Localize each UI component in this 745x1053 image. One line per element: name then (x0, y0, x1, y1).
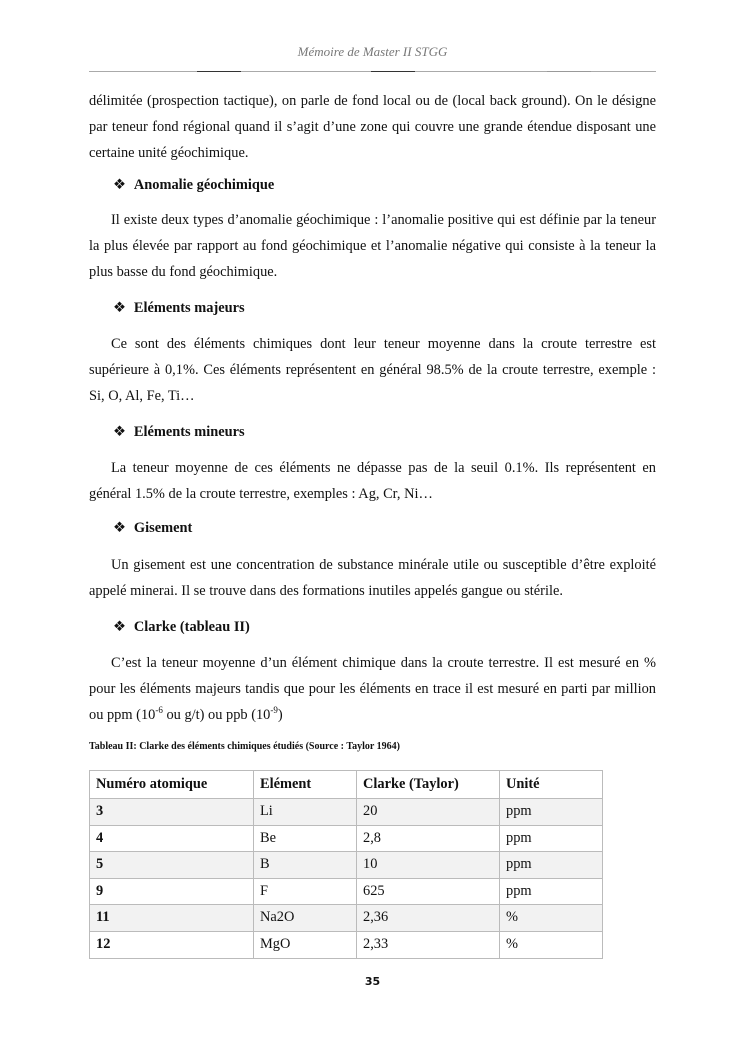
cell: Li (254, 799, 357, 826)
diamond-bullet-icon: ❖ (113, 520, 126, 536)
text: ) (277, 707, 283, 723)
running-header: Mémoire de Master II STGG (297, 44, 448, 59)
paragraph-gisement: Un gisement est une concentration de substance minérale utile ou susceptible d’être exploité appelé minerai. Il se trouve dans des formations inutiles appelés gangue ou stérile. (89, 557, 656, 599)
table-row (90, 905, 603, 932)
table-row (90, 799, 603, 826)
cell: ppm (500, 878, 603, 905)
heading-text: Eléments mineurs (133, 424, 245, 440)
heading-anomalie (113, 173, 274, 197)
heading-elements-majeurs (113, 296, 245, 320)
cell: % (500, 905, 603, 932)
diamond-bullet-icon: ❖ (113, 619, 126, 635)
heading-clarke (113, 615, 250, 639)
text: ou g/t) ou ppb (10 (162, 707, 271, 723)
cell: 10 (357, 852, 500, 879)
heading-elements-mineurs (113, 420, 245, 444)
heading-gisement (113, 516, 192, 540)
superscript: -9 (270, 705, 278, 716)
cell: % (500, 931, 603, 958)
clarke-table (89, 770, 603, 959)
cell: F (254, 878, 357, 905)
cell: 12 (90, 931, 254, 958)
cell: 9 (90, 878, 254, 905)
table-header-row (90, 771, 603, 799)
cell: ppm (500, 852, 603, 879)
heading-text: Eléments majeurs (133, 300, 245, 316)
cell: Na2O (254, 905, 357, 932)
heading-text: Anomalie géochimique (133, 177, 275, 193)
cell: 3 (90, 799, 254, 826)
diamond-bullet-icon: ❖ (113, 300, 126, 316)
table-row (90, 825, 603, 852)
header-cell: Elément (254, 771, 357, 799)
paragraph-clarke (89, 650, 656, 728)
paragraph-mineurs: La teneur moyenne de ces éléments ne dépasse pas de la seuil 0.1%. Ils représentent en général 1.5% de la croute terrestre, exemples : Ag, Cr, Ni… (89, 460, 656, 502)
cell: 625 (357, 878, 500, 905)
page-number: 35 (364, 975, 381, 988)
heading-text: Gisement (133, 520, 193, 536)
header-cell: Clarke (Taylor) (357, 771, 500, 799)
cell: 4 (90, 825, 254, 852)
diamond-bullet-icon: ❖ (113, 177, 126, 193)
table-row (90, 878, 603, 905)
cell: 2,36 (357, 905, 500, 932)
header-rule (89, 71, 656, 72)
cell: 2,33 (357, 931, 500, 958)
cell: ppm (500, 825, 603, 852)
cell: Be (254, 825, 357, 852)
paragraph-anomalie: Il existe deux types d’anomalie géochimique : l’anomalie positive qui est définie par la teneur la plus élevée par rapport au fond géochimique et l’anomalie négative qui consiste à la teneur la plus basse du fond géochimique. (89, 212, 656, 280)
paragraph-majeurs: Ce sont des éléments chimiques dont leur teneur moyenne dans la croute terrestre est supérieure à 0,1%. Ces éléments représentent en général 98.5% de la croute terrestre, exemple : Si, O, Al, Fe, Ti… (89, 336, 656, 404)
table-row (90, 931, 603, 958)
table-caption: Tableau II: Clarke des éléments chimiques étudiés (Source : Taylor 1964) (89, 741, 400, 752)
cell: ppm (500, 799, 603, 826)
header-cell: Numéro atomique (90, 771, 254, 799)
text: C’est la teneur moyenne d’un élément chimique dans la croute terrestre. Il est mesuré en % pour les éléments majeurs tandis que pour les éléments en trace il est mesuré en parti par million ou ppm (10 (89, 655, 656, 723)
header-cell: Unité (500, 771, 603, 799)
superscript: -6 (155, 705, 163, 716)
cell: 20 (357, 799, 500, 826)
cell: MgO (254, 931, 357, 958)
cell: 11 (90, 905, 254, 932)
cell: B (254, 852, 357, 879)
paragraph-fond-local: délimitée (prospection tactique), on parle de fond local ou de (local back ground). On le désigne par teneur fond régional quand il s’agit d’une zone qui couvre une grande étendue disposant une certaine unité géochimique. (89, 93, 656, 161)
cell: 5 (90, 852, 254, 879)
table-row (90, 852, 603, 879)
heading-text: Clarke (tableau II) (133, 619, 250, 635)
cell: 2,8 (357, 825, 500, 852)
diamond-bullet-icon: ❖ (113, 424, 126, 440)
